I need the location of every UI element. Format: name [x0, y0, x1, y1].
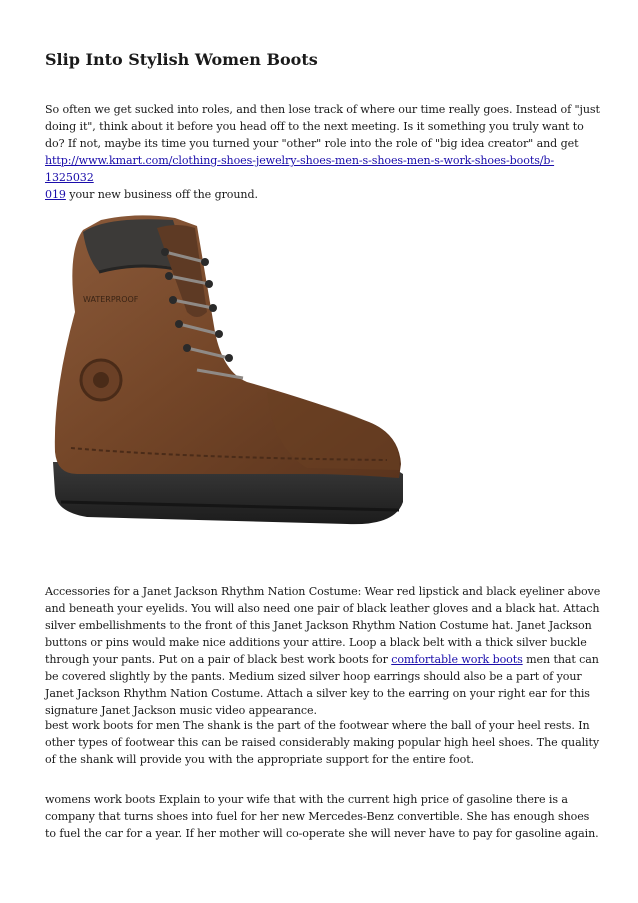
intro-text: So often we get sucked into roles, and then lose track of where our time really goes. Instead of "just doing it", think about it before you head off to the next meeting. Is it something you truly want to do? If not, maybe its time you turned your "other" role into the role of "big idea creator" and get	[45, 103, 600, 150]
accessories-after-text: men that can be covered slightly by the pants. Medium sized silver hoop earrings should also be a part of your Janet Jackson Rhythm Nation Costume. Attach a silver key to the earring on your right ear for this signature Janet Jackson music video appearance.	[45, 653, 599, 717]
kmart-link-line1: http://www.kmart.com/clothing-shoes-jewelry-shoes-men-s-shoes-men-s-work-shoes-boots/b-1325032	[45, 154, 555, 184]
accessories-paragraph	[45, 583, 601, 719]
accessories-text: Accessories for a Janet Jackson Rhythm Nation Costume: Wear red lipstick and black eyeliner above and beneath your eyelids. You will also need one pair of black leather gloves and a black hat. Attach silver embellishments to the front of this Janet Jackson Rhythm Nation Costume hat. Janet Jackson buttons or pins would make nice additions your attire. Loop a black belt with a thick silver buckle through your pants. Put on a pair of black best work boots for	[45, 585, 601, 666]
womens-boots-paragraph: womens work boots Explain to your wife that with the current high price of gasoline there is a company that turns shoes into fuel for her new Mercedes-Benz convertible. She has enough shoes to fuel the car for a year. If her mother will co-operate she will never have to pay for gasoline again.	[45, 793, 599, 840]
page-title: Slip Into Stylish Women Boots	[45, 50, 318, 69]
work-boot-icon	[47, 212, 419, 552]
kmart-link-line2: 019	[45, 188, 66, 201]
intro-after-text: your new business off the ground.	[65, 188, 258, 201]
comfortable-work-boots-link[interactable]: comfortable work boots	[391, 653, 523, 666]
intro-paragraph	[45, 101, 601, 203]
boot-image	[47, 212, 419, 552]
waterproof-label: WATERPROOF	[83, 295, 139, 304]
shank-paragraph: best work boots for men The shank is the part of the footwear where the ball of your heel rests. In other types of footwear this can be raised considerably making popular high heel shoes. The quality of the shank will provide you with the appropriate support for the entire foot.	[45, 719, 600, 766]
